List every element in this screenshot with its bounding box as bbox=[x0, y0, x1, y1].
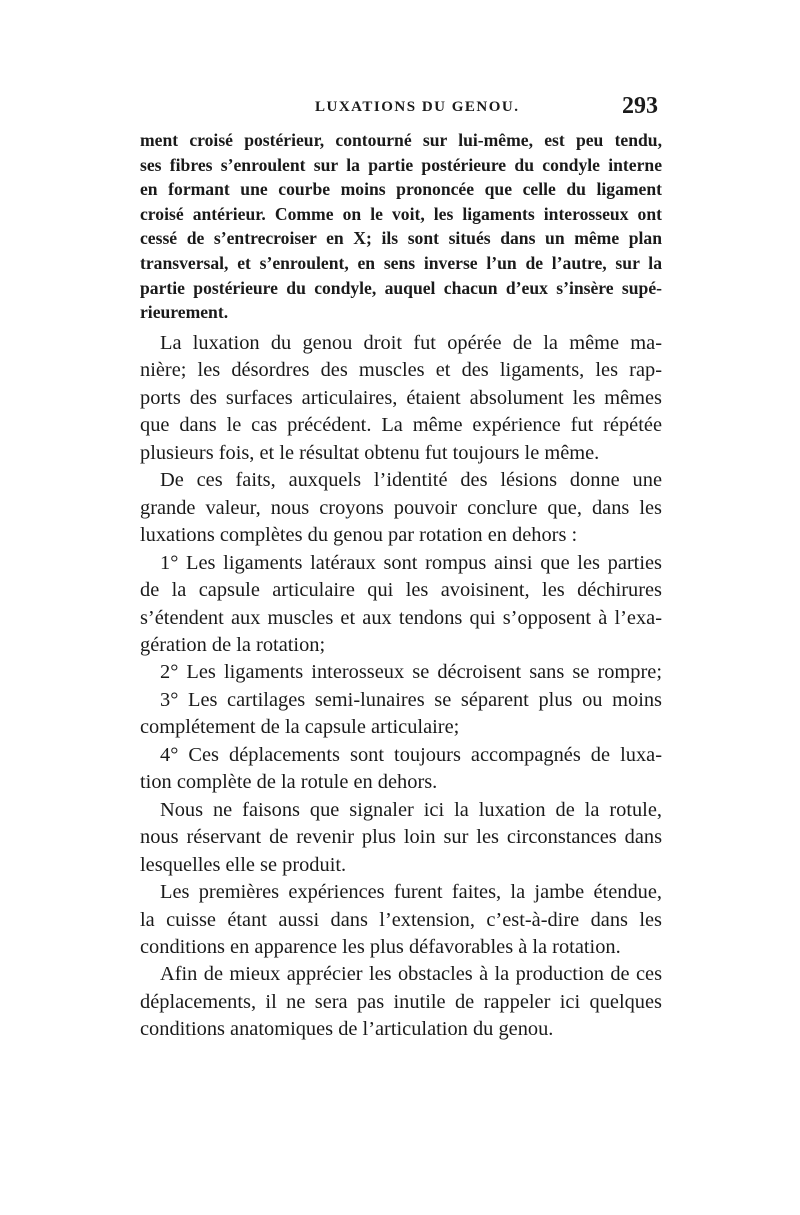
text-line: 4° Ces déplacements sont toujours accompagnés de luxa- bbox=[160, 743, 662, 766]
text-line: gération de la rotation; bbox=[140, 633, 326, 656]
text-line: complétement de la capsule articulaire; bbox=[140, 716, 460, 739]
text-line: luxations complètes du genou par rotation en dehors : bbox=[140, 524, 578, 547]
text-line: Les premières expériences furent faites, la jambe étendue, bbox=[160, 881, 662, 904]
text-line: Afin de mieux apprécier les obstacles à la production de ces bbox=[160, 963, 662, 986]
text-line: 3° Les cartilages semi-lunaires se séparent plus ou moins bbox=[160, 688, 662, 711]
text-line: 2° Les ligaments interosseux se décroisent sans se rompre; bbox=[160, 661, 662, 684]
text-line: plusieurs fois, et le résultat obtenu fut toujours le même. bbox=[140, 441, 600, 464]
text-line: nière; les désordres des muscles et des ligaments, les rap- bbox=[140, 359, 662, 382]
text-line: De ces faits, auxquels l’identité des lésions donne une bbox=[160, 469, 662, 492]
text-line: rieurement. bbox=[140, 302, 229, 323]
text-line: cessé de s’entrecroiser en X; ils sont situés dans un même plan bbox=[140, 228, 662, 249]
text-line: La luxation du genou droit fut opérée de la même ma- bbox=[160, 332, 662, 354]
text-line: s’étendent aux muscles et aux tendons qui s’opposent à l’exa- bbox=[140, 606, 662, 629]
text-line: tion complète de la rotule en dehors. bbox=[140, 771, 438, 794]
text-line: de la capsule articulaire qui les avoisinent, les déchirures bbox=[140, 579, 662, 602]
text-line: transversal, et s’enroulent, en sens inverse l’un de l’autre, sur la bbox=[140, 252, 662, 273]
text-line: la cuisse étant aussi dans l’extension, c’est-à-dire dans les bbox=[140, 908, 662, 931]
text-line: en formant une courbe moins prononcée que celle du ligament bbox=[140, 179, 662, 200]
page-header bbox=[140, 93, 662, 127]
text-line: déplacements, il ne sera pas inutile de rappeler ici quelques bbox=[140, 990, 662, 1013]
running-title: LUXATIONS DU GENOU. bbox=[315, 99, 520, 115]
text-line: conditions en apparence les plus défavorables à la rotation. bbox=[140, 935, 621, 958]
main-text bbox=[140, 330, 662, 1044]
text-line: ports des surfaces articulaires, étaient absolument les mêmes bbox=[140, 386, 662, 409]
text-line: conditions anatomiques de l’articulation du genou. bbox=[140, 1018, 554, 1041]
text-line: partie postérieure du condyle, auquel chacun d’eux s’insère supé- bbox=[140, 277, 662, 298]
text-line: Nous ne faisons que signaler ici la luxation de la rotule, bbox=[160, 798, 662, 821]
text-line: que dans le cas précédent. La même expérience fut répétée bbox=[140, 414, 662, 437]
text-line: nous réservant de revenir plus loin sur les circonstances dans bbox=[140, 826, 662, 849]
text-line: ses fibres s’enroulent sur la partie postérieure du condyle interne bbox=[140, 154, 662, 175]
text-line: 1° Les ligaments latéraux sont rompus ainsi que les parties bbox=[160, 551, 662, 574]
page-number: 293 bbox=[622, 93, 658, 119]
text-line: croisé antérieur. Comme on le voit, les ligaments interosseux ont bbox=[140, 203, 662, 224]
small-print-paragraph bbox=[140, 128, 662, 325]
text-line: lesquelles elle se produit. bbox=[140, 853, 347, 876]
text-line: grande valeur, nous croyons pouvoir conclure que, dans les bbox=[140, 496, 662, 519]
text-line: ment croisé postérieur, contourné sur lui-même, est peu tendu, bbox=[140, 130, 662, 150]
